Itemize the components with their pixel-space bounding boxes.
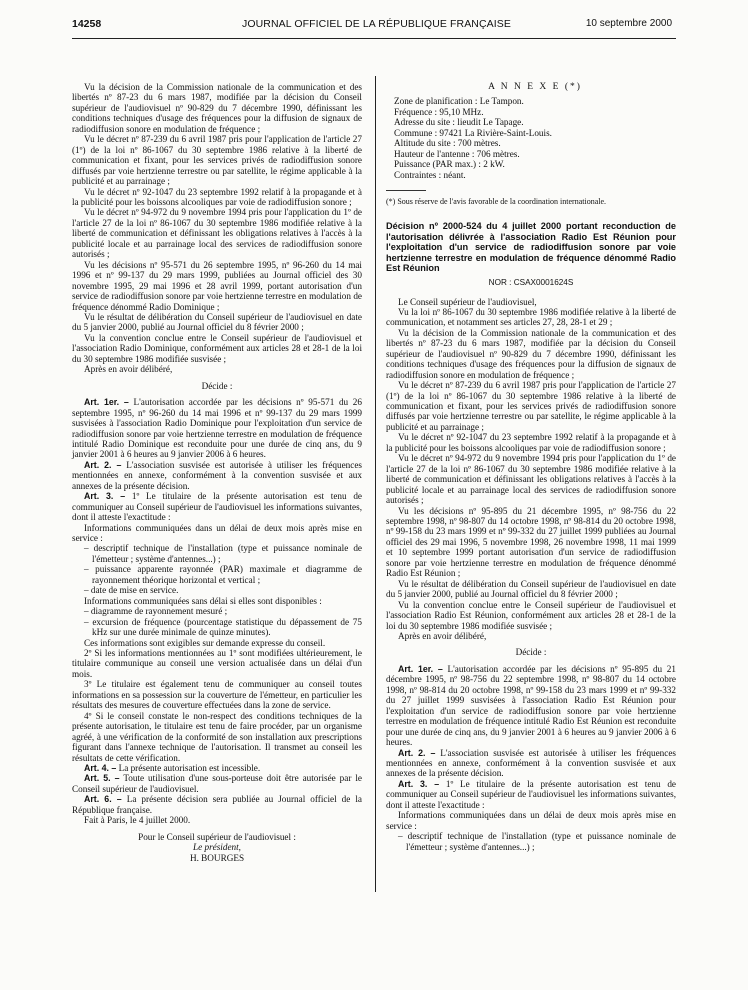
annex-line: Zone de planification : Le Tampon. [394, 96, 524, 107]
visa-paragraph: Vu le décret nº 87-239 du 6 avril 1987 pris pour l'application de l'article 27 (1º) de la loi nº 86-1067 du 30 septembre 1986 relative à la liberté de communication et fixant, pour les services privés de radiodiffusion sonore diffusés par voie hertzienne terrestre ou par satellite, le régime applicable à la publicité et au parrainage ; [386, 380, 676, 432]
article-text: La présente autorisation est incessible. [118, 763, 261, 773]
visa-paragraph: Vu le résultat de délibération du Conseil supérieur de l'audiovisuel en date du 5 janvier 2000, publié au Journal officiel du 8 février 2000 ; [386, 578, 676, 600]
body-paragraph: 4º Si le conseil constate le non-respect des conditions techniques de la présente autorisation, le titulaire est tenu de faire procéder, par un organisme agréé, à une vérification de la conformité de son installation aux prescriptions figurant dans l'annexe technique de l'autorisation. Il transmet au conseil les résultats de cette vérification. [72, 710, 362, 763]
visa-paragraph: Vu le décret nº 94-972 du 9 novembre 1994 pris pour l'application du 1º de l'article 27 de la loi nº 86-1067 du 30 septembre 1986 modifiée relative à la liberté de communication et définissant les obligations relatives à l'accès à la publicité locale et au parrainage local des services de radiodiffusion sonore autorisés ; [72, 207, 362, 260]
visa-paragraph: Le Conseil supérieur de l'audiovisuel, [398, 296, 537, 307]
article-6 [72, 794, 362, 815]
visa-paragraph: Vu les décisions nº 95-895 du 21 décembre 1995, nº 98-756 du 22 septembre 1998, nº 98-807 du 14 octobre 1998, nº 98-814 du 20 octobre 1998, nº 99-158 du 23 mars 1999 et nº 99-332 du 27 juillet 1999 publiées au Journal officiel des 29 mai 1996, 5 novembre 1998, 26 novembre 1998, 11 mai 1999 et 10 septembre 1999 portant autorisation d'un service de radiodiffusion sonore par voie hertzienne terrestre en modulation de fréquence dénommé Radio Est Réunion ; [386, 505, 676, 579]
list-item: – puissance apparente rayonnée (PAR) maximale et diagramme de rayonnement théorique horizontal et vertical ; [84, 564, 362, 585]
header-rule [72, 38, 676, 39]
article-label: Art. 6. – [84, 794, 122, 805]
article-text: 1º Le titulaire de la présente autorisation est tenu de communiquer au Conseil supérieur de l'audiovisuel les informations suivantes, dont il atteste l'exactitude : [386, 778, 676, 810]
visa-paragraph: Vu le décret nº 92-1047 du 23 septembre 1992 relatif à la propagande et à la publicité pour les boissons alcooliques par voie de radiodiffusion sonore ; [386, 432, 676, 453]
body-paragraph: 3º Le titulaire est également tenu de communiquer au conseil toutes informations en sa possession sur la couverture de l'émetteur, en particulier les résultats des mesures de couverture effectuées dans la zone de service. [72, 679, 362, 711]
annex-line: Altitude du site : 700 mètres. [394, 138, 501, 149]
article-label: Art. 2. – [84, 459, 122, 470]
decide-heading: Décide : [515, 647, 547, 658]
annex-line: Adresse du site : lieudit Le Tapage. [394, 117, 524, 128]
info-heading: Informations communiquées dans un délai de deux mois après mise en service : [72, 522, 362, 544]
annex-title: A N N E X E (*) [488, 82, 582, 92]
column-divider [375, 76, 376, 892]
article-5 [72, 773, 362, 794]
journal-title: JOURNAL OFFICIEL DE LA RÉPUBLIQUE FRANÇAISE [242, 18, 511, 30]
visa-paragraph: Vu le décret nº 92-1047 du 23 septembre 1992 relatif à la propagande et à la publicité pour les boissons alcooliques par voie de radiodiffusion sonore ; [72, 186, 362, 207]
deliberation-line: Après en avoir délibéré, [84, 364, 173, 375]
visa-paragraph: Vu le décret nº 94-972 du 9 novembre 1994 pris pour l'application du 1º de l'article 27 de la loi nº 86-1067 du 30 septembre 1986 modifiée relative à la liberté de communication et définissant les obligations relatives à l'accès à la publicité locale et au parrainage local des services de radiodiffusion sonore autorisés ; [386, 453, 676, 506]
footnote-rule [386, 190, 426, 191]
article-label: Art. 3. – [84, 491, 126, 502]
info-heading: Informations communiquées sans délai si elles sont disponibles : [84, 595, 322, 606]
article-label: Art. 3. – [398, 778, 440, 789]
article-1 [386, 664, 676, 748]
annex-line: Puissance (PAR max.) : 2 kW. [394, 159, 505, 170]
signature-for: Pour le Conseil supérieur de l'audiovisuel : [138, 831, 296, 842]
article-text: L'association susvisée est autorisée à utiliser les fréquences mentionnées en annexe, conformément à la convention susvisée et aux annexes de la présente décision. [386, 747, 676, 779]
article-text: L'autorisation accordée par les décisions nº 95-571 du 26 septembre 1995, nº 96-260 du 14 mai 1996 et nº 99-137 du 29 mars 1999 susvisées à l'association Radio Dominique pour l'exploitation d'un service de radiodiffusion sonore par voie hertzienne terrestre en modulation de fréquence intitulé Radio Dominique est reconduite pour une durée de cinq ans, du 9 janvier 2001 à 6 heures au 9 janvier 2006 à 6 heures. [72, 397, 362, 460]
visa-paragraph: Vu la convention conclue entre le Conseil supérieur de l'audiovisuel et l'association Radio Dominique, conformément aux articles 28 et 28-1 de la loi du 30 septembre 1986 modifiée susvisée ; [72, 332, 362, 364]
article-text: La présente décision sera publiée au Journal officiel de la République française. [72, 794, 362, 815]
article-label: Art. 4. – [84, 763, 117, 773]
right-column [386, 82, 676, 852]
issue-date: 10 septembre 2000 [585, 18, 672, 29]
deliberation-line: Après en avoir délibéré, [398, 631, 487, 641]
list-item: – descriptif technique de l'installation (type et puissance nominale de l'émetteur ; système d'antennes...) ; [398, 831, 676, 852]
place-date: Fait à Paris, le 4 juillet 2000. [84, 815, 191, 826]
left-column [72, 82, 362, 863]
article-3 [386, 779, 676, 810]
article-label: Art. 5. – [84, 773, 120, 784]
body-paragraph: 2º Si les informations mentionnées au 1º sont modifiées ultérieurement, le titulaire communique au conseil une version actualisée dans un délai d'un mois. [72, 648, 362, 679]
annex-line: Contraintes : néant. [394, 169, 466, 180]
decide-heading: Décide : [201, 380, 233, 391]
article-text: 1º Le titulaire de la présente autorisation est tenu de communiquer au Conseil supérieur de l'audiovisuel les informations suivantes, dont il atteste l'exactitude : [72, 491, 362, 523]
annex-line: Hauteur de l'antenne : 706 mètres. [394, 148, 520, 159]
article-label: Art. 1er. – [398, 663, 443, 674]
article-4 [72, 763, 362, 773]
visa-paragraph: Vu la convention conclue entre le Conseil supérieur de l'audiovisuel et l'association Radio Est Réunion, conformément aux articles 28 et 28-1 de la loi du 30 septembre 1986 modifiée susvisée ; [386, 599, 676, 631]
article-text: Toute utilisation d'une sous-porteuse doit être autorisée par le Conseil supérieur de l'audiovisuel. [72, 773, 362, 794]
footnote: (*) Sous réserve de l'avis favorable de la coordination internationale. [386, 197, 607, 207]
visa-paragraph: Vu le résultat de délibération du Conseil supérieur de l'audiovisuel en date du 5 janvier 2000, publié au Journal officiel du 8 février 2000 ; [72, 311, 362, 333]
signature-role: Le président, [193, 842, 241, 853]
body-paragraph: Ces informations sont exigibles sur demande expresse du conseil. [84, 637, 326, 648]
article-3 [72, 491, 362, 522]
list-item: – descriptif technique de l'installation (type et puissance nominale de l'émetteur ; système d'antennes...) ; [84, 543, 362, 564]
decision-title: Décision nº 2000-524 du 4 juillet 2000 portant reconduction de l'autorisation délivrée à l'association Radio Est Réunion pour l'exploitation d'un service de radiodiffusion sonore par voie hertzienne terrestre en modulation de fréquence dénommé Radio Est Réunion [386, 221, 676, 274]
visa-paragraph: Vu la décision de la Commission nationale de la communication et des libertés nº 87-23 du 6 mars 1987, modifiée par la décision du Conseil supérieur de l'audiovisuel nº 90-829 du 7 décembre 1990, définissant les conditions techniques d'usage des fréquences pour la diffusion de signaux de radiodiffusion sonore en modulation de fréquence ; [386, 327, 676, 380]
page-number: 14258 [72, 18, 102, 30]
article-text: L'association susvisée est autorisée à utiliser les fréquences mentionnées en annexe, conformément à la convention susvisée et aux annexes de la présente décision. [72, 459, 362, 491]
visa-paragraph: Vu la décision de la Commission nationale de la communication et des libertés nº 87-23 du 6 mars 1987, modifiée par la décision du Conseil supérieur de l'audiovisuel nº 90-829 du 7 décembre 1990, définissant les conditions techniques d'usage des fréquences pour la diffusion de signaux de radiodiffusion sonore en modulation de fréquence ; [72, 82, 362, 134]
list-item: – date de mise en service. [84, 585, 179, 596]
signature-name: H. BOURGES [189, 852, 245, 863]
article-2 [72, 460, 362, 491]
visa-paragraph: Vu les décisions nº 95-571 du 26 septembre 1995, nº 96-260 du 14 mai 1996 et nº 99-137 du 29 mars 1999, publiées au Journal officiel des 30 novembre 1995, 29 mai 1996 et 28 avril 1999, portant autorisation d'un service de radiodiffusion sonore par voie hertzienne terrestre en modulation de fréquence dénommé Radio Dominique ; [72, 259, 362, 312]
visa-paragraph: Vu le décret nº 87-239 du 6 avril 1987 pris pour l'application de l'article 27 (1º) de la loi nº 86-1067 du 30 septembre 1986 relative à la liberté de communication et fixant, pour les services privés de radiodiffusion sonore diffusés par voie hertzienne terrestre ou par satellite, le régime applicable à la publicité et au parrainage ; [72, 134, 362, 187]
article-1 [72, 397, 362, 460]
info-heading: Informations communiquées dans un délai de deux mois après mise en service : [386, 810, 676, 831]
article-label: Art. 1er. – [84, 397, 129, 408]
list-item: – excursion de fréquence (pourcentage statistique du dépassement de 75 kHz sur une durée minimale de quinze minutes). [84, 616, 362, 638]
annex-line: Fréquence : 95,10 MHz. [394, 106, 484, 117]
list-item: – diagramme de rayonnement mesuré ; [84, 606, 228, 617]
article-2 [386, 748, 676, 779]
article-text: L'autorisation accordée par les décisions nº 95-895 du 21 décembre 1995, nº 98-756 du 22 septembre 1998, nº 98-807 du 14 octobre 1998, nº 98-814 du 20 octobre 1998, nº 99-158 du 23 mars 1999 et nº 99-332 du 27 juillet 1999 susvisées à l'association Radio Est Réunion pour l'exploitation d'un service de radiodiffusion sonore par voie hertzienne terrestre en modulation de fréquence intitulé Radio Est Réunion est reconduite pour une durée de cinq ans, du 9 janvier 2001 à 6 heures au 9 janvier 2006 à 6 heures. [386, 663, 676, 748]
page-header [72, 18, 672, 32]
article-label: Art. 2. – [398, 747, 436, 758]
annex-block [386, 82, 676, 180]
annex-line: Commune : 97421 La Rivière-Saint-Louis. [394, 127, 552, 138]
nor-reference: NOR : CSAX0001624S [488, 278, 574, 288]
visa-paragraph: Vu la loi nº 86-1067 du 30 septembre 1986 modifiée relative à la liberté de communication, et notamment ses articles 27, 28, 28-1 et 29 ; [386, 306, 676, 328]
